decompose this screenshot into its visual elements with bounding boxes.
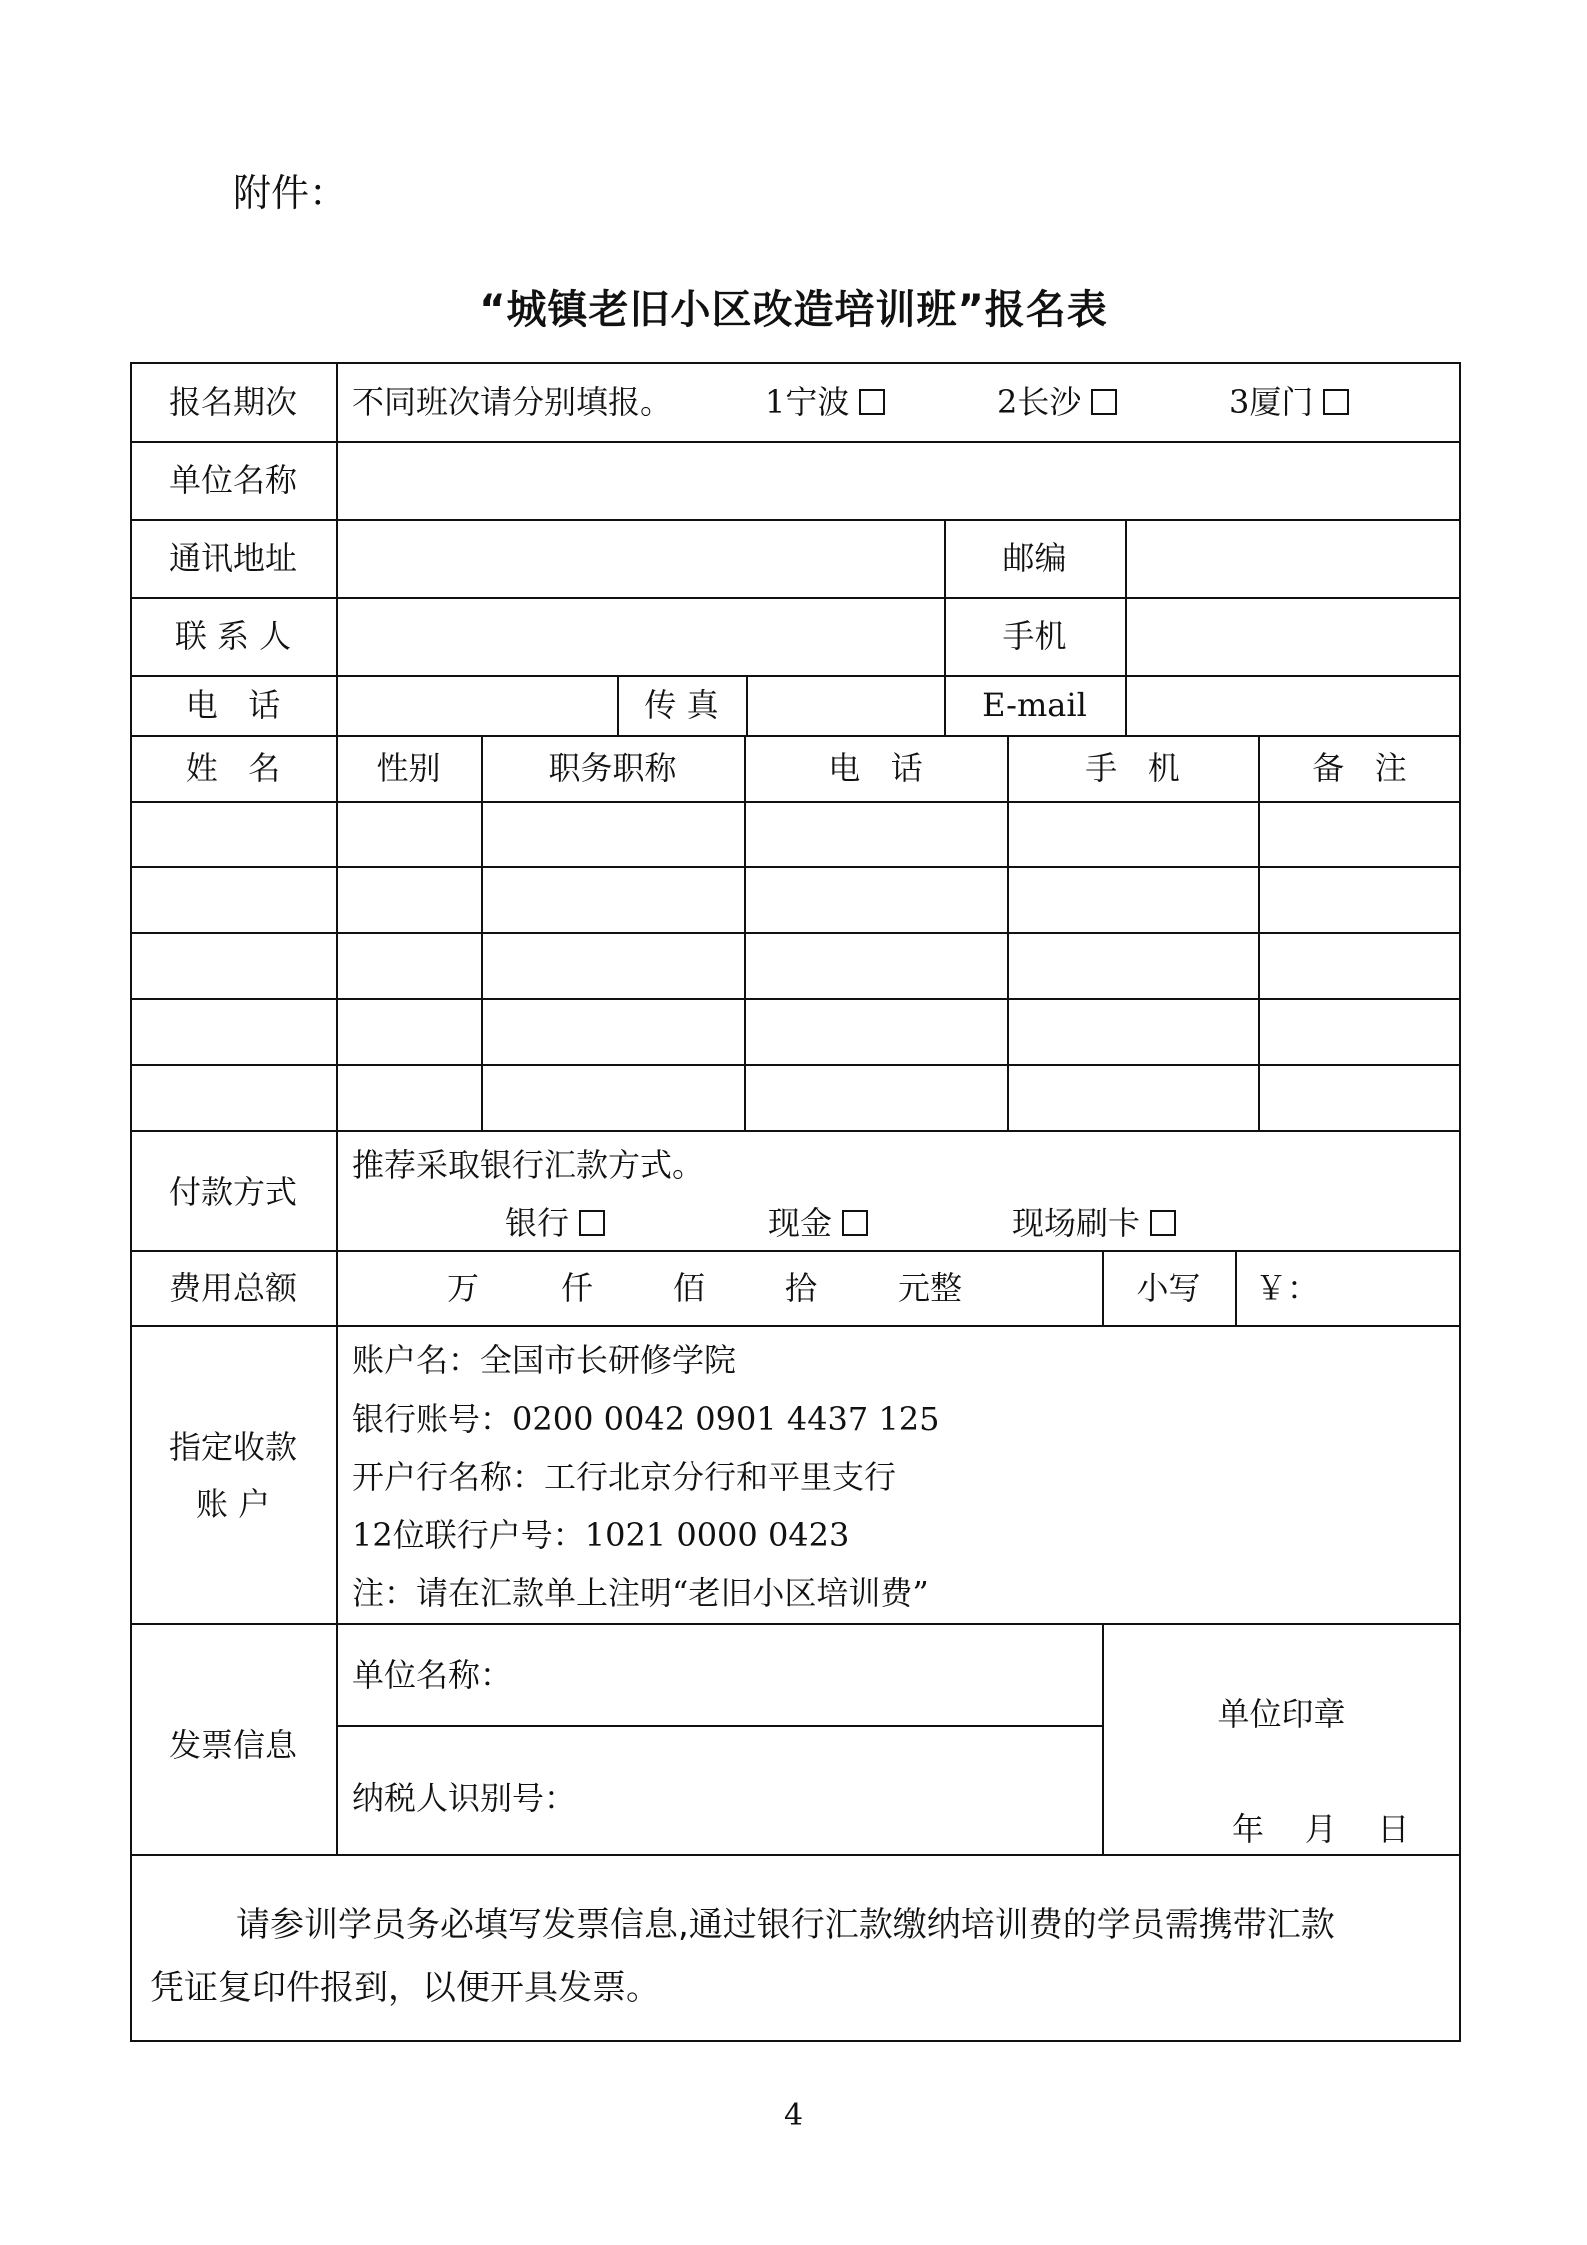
invoice-label: 发票信息 <box>168 1726 297 1764</box>
row-divider <box>130 519 1461 521</box>
fee-lowercase-label: 小写 <box>1136 1269 1201 1307</box>
payment-option-bank[interactable]: 银行 <box>505 1203 605 1243</box>
checkbox[interactable] <box>579 1210 605 1236</box>
account-name: 账户名：全国市长研修学院 <box>352 1341 737 1379</box>
payment-option-cash[interactable]: 现金 <box>768 1203 868 1243</box>
checkbox[interactable] <box>842 1210 868 1236</box>
period-option-xiamen[interactable]: 3厦门 <box>1229 382 1349 422</box>
checkbox[interactable] <box>1091 389 1117 415</box>
fee-unit-wan: 万 <box>447 1269 480 1307</box>
col-title-header: 职务职称 <box>548 749 677 787</box>
row-divider <box>130 675 1461 677</box>
checkbox[interactable] <box>1150 1210 1176 1236</box>
invoice-seal: 单位印章 <box>1217 1695 1346 1733</box>
row-divider <box>130 1064 1461 1066</box>
label-column-divider <box>336 362 338 1854</box>
period-instruction: 不同班次请分别填报。 <box>352 383 673 421</box>
row-divider <box>130 735 1461 737</box>
row-divider <box>130 866 1461 868</box>
invoice-divider <box>336 1725 1102 1727</box>
footer-note-line1: 请参训学员务必填写发票信息,通过银行汇款缴纳培训费的学员需携带汇款 <box>236 1905 1335 1945</box>
column-divider <box>1102 1623 1104 1854</box>
column-divider <box>1007 735 1009 1130</box>
fee-unit-qian: 仟 <box>561 1269 594 1307</box>
fee-unit-shi: 拾 <box>785 1269 818 1307</box>
mobile-label: 手机 <box>1002 617 1067 655</box>
footer-note-line2: 凭证复印件报到，以便开具发票。 <box>150 1968 660 2008</box>
row-divider <box>130 1250 1461 1252</box>
account-routing-number: 12位联行户号：1021 0000 0423 <box>352 1516 850 1554</box>
payment-option-card[interactable]: 现场刷卡 <box>1012 1203 1176 1243</box>
attachment-label: 附件： <box>233 171 348 215</box>
fax-label: 传 真 <box>644 686 719 724</box>
contact-label: 联 系 人 <box>174 617 292 655</box>
row-divider <box>130 998 1461 1000</box>
form-title: “城镇老旧小区改造培训班”报名表 <box>479 287 1108 333</box>
row-divider <box>130 932 1461 934</box>
invoice-taxpayer-id: 纳税人识别号： <box>352 1779 577 1817</box>
row-divider <box>130 441 1461 443</box>
period-option-ningbo[interactable]: 1宁波 <box>765 382 885 422</box>
row-divider <box>130 597 1461 599</box>
row-divider <box>130 801 1461 803</box>
fee-currency: ￥： <box>1255 1269 1320 1307</box>
column-divider <box>1235 1250 1237 1325</box>
row-divider <box>130 1623 1461 1625</box>
phone-label: 电 话 <box>185 686 281 724</box>
col-gender-header: 性别 <box>376 749 441 787</box>
col-phone-header: 电 话 <box>828 749 923 787</box>
invoice-date: 年 月 日 <box>1232 1810 1410 1848</box>
unit-name-label: 单位名称 <box>168 461 297 499</box>
postcode-label: 邮编 <box>1002 539 1067 577</box>
email-label: E-mail <box>982 686 1087 724</box>
column-divider <box>746 675 748 735</box>
checkbox[interactable] <box>859 389 885 415</box>
account-bank-name: 开户行名称：工行北京分行和平里支行 <box>352 1458 897 1496</box>
page-number: 4 <box>783 2098 804 2133</box>
row-divider <box>130 1854 1461 1856</box>
col-name-header: 姓 名 <box>185 749 281 787</box>
payment-recommend: 推荐采取银行汇款方式。 <box>352 1146 705 1184</box>
account-note: 注：请在汇款单上注明“老旧小区培训费” <box>352 1574 929 1612</box>
row-divider <box>130 1325 1461 1327</box>
column-divider <box>481 735 483 1130</box>
account-label-line2: 账 户 <box>195 1485 271 1523</box>
account-number: 银行账号：0200 0042 0901 4437 125 <box>352 1400 940 1438</box>
col-mobile-header: 手 机 <box>1085 749 1180 787</box>
column-divider <box>744 735 746 1130</box>
invoice-unit-name: 单位名称： <box>352 1656 513 1694</box>
fee-unit-yuan: 元整 <box>898 1269 963 1307</box>
payment-label: 付款方式 <box>168 1173 297 1211</box>
column-divider <box>1125 519 1127 735</box>
column-divider <box>1258 735 1260 1130</box>
period-option-changsha[interactable]: 2长沙 <box>997 382 1117 422</box>
fee-unit-bai: 佰 <box>673 1269 706 1307</box>
fee-label: 费用总额 <box>168 1269 297 1307</box>
row-divider <box>130 1130 1461 1132</box>
period-label: 报名期次 <box>168 383 297 421</box>
address-label: 通讯地址 <box>168 539 297 577</box>
account-label-line1: 指定收款 <box>168 1428 297 1466</box>
col-remarks-header: 备 注 <box>1312 749 1407 787</box>
checkbox[interactable] <box>1323 389 1349 415</box>
